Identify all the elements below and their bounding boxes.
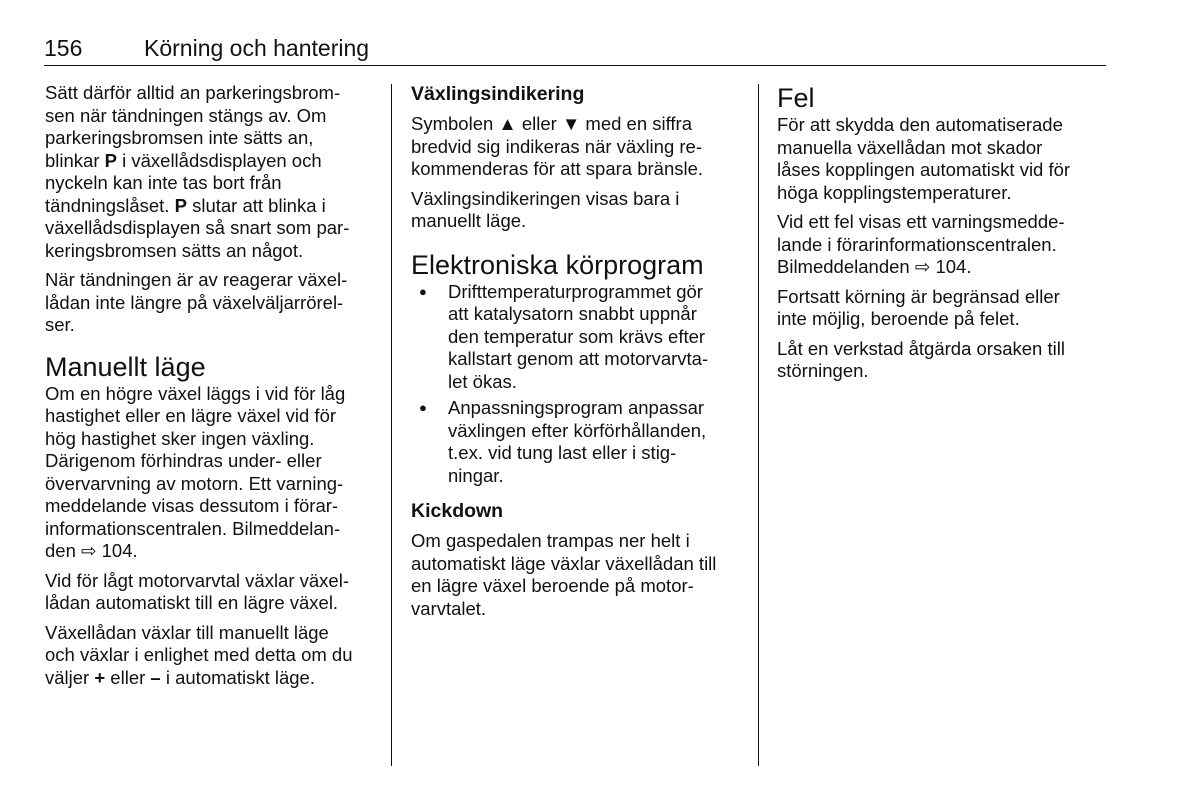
- parking-brake-paragraph: [45, 82, 375, 262]
- page-header: [44, 35, 1106, 66]
- manual-switch-paragraph: [45, 622, 375, 690]
- programs-list: [411, 281, 741, 488]
- kickdown-paragraph: Om gaspedalen trampas ner helt i automatiskt läge växlar växellådan till en lägre växel beroende på motor- varvtalet.: [411, 530, 717, 619]
- list-item: ● Drifttemperaturprogrammet gör att katalysatorn snabbt uppnår den temperatur som krävs efter kallstart genom att motorvarvta- let ökas.: [411, 281, 741, 394]
- list-item: ● Anpassningsprogram anpassar växlingen efter körförhållanden, t.ex. vid tung last eller i stig- ningar.: [411, 397, 741, 487]
- subheading-kickdown: Kickdown: [411, 500, 504, 522]
- text-run: eller: [105, 666, 151, 688]
- column-divider: [391, 84, 392, 766]
- column-right: [777, 82, 1107, 390]
- text-run: Sätt därför alltid an parkeringsbrom- sen när tändningen stängs av. Om parkeringsbromsen inte sätts an, blinkar: [45, 82, 341, 171]
- text-run: Växellådan växlar till manuellt läge och växlar i enlighet med detta om du väljer: [45, 621, 353, 688]
- section-heading-manual-mode: Manuellt läge: [45, 351, 206, 382]
- fault-protection-paragraph: För att skydda den automatiserade manuella växellådan mot skador låses kopplingen automatiskt vid för höga kopplingstemperaturer.: [777, 114, 1071, 203]
- section-heading-electronic-programs: Elektroniska körprogram: [411, 249, 704, 280]
- column-divider: [758, 84, 759, 766]
- shift-indicator-paragraph: Symbolen ▲ eller ▼ med en siffra bredvid sig indikeras när växling re- kommenderas för att spara bränsle.: [411, 113, 704, 179]
- subheading-shift-indicator: Växlingsindikering: [411, 83, 585, 105]
- ignition-paragraph: När tändningen är av reagerar växel- lådan inte längre på växelväljarrörel- ser.: [45, 269, 348, 335]
- column-middle: [411, 82, 741, 627]
- minus-symbol: –: [150, 666, 161, 688]
- plus-symbol: +: [94, 666, 106, 688]
- fault-message-paragraph: Vid ett fel visas ett varningsmedde- lande i förarinformationscentralen. Bilmeddelanden ⇨ 104.: [777, 211, 1065, 277]
- text-run: slutar att blinka i växellådsdisplayen så snart som par- keringsbromsen sätts an något.: [45, 194, 350, 261]
- text-run: i växellådsdisplayen och nyckeln kan inte tas bort från tändningslåset.: [45, 149, 322, 216]
- manual-mode-paragraph: Om en högre växel läggs i vid för låg hastighet eller en lägre växel vid för hög hastighet sker ingen växling. Därigenom förhindras under- eller övervarvning av motorn. Ett varning- meddelande visas dessutom i förar- informationscentralen. Bilmeddelan- den ⇨ 104.: [45, 382, 346, 561]
- chapter-title: Körning och hantering: [144, 35, 370, 61]
- workshop-paragraph: Låt en verkstad åtgärda orsaken till störningen.: [777, 337, 1065, 381]
- continued-driving-paragraph: Fortsatt körning är begränsad eller inte möjlig, beroende på felet.: [777, 285, 1060, 329]
- gear-p-symbol: P: [104, 149, 117, 171]
- low-rpm-paragraph: Vid för lågt motorvarvtal växlar växel- lådan automatiskt till en lägre växel.: [45, 569, 349, 613]
- text-run: i automatiskt läge.: [160, 666, 315, 688]
- column-left: [45, 82, 375, 696]
- page-number: 156: [44, 35, 83, 61]
- gear-p-symbol: P: [174, 194, 187, 216]
- shift-indicator-mode-paragraph: Växlingsindikeringen visas bara i manuellt läge.: [411, 187, 680, 231]
- section-heading-fault: Fel: [777, 83, 815, 113]
